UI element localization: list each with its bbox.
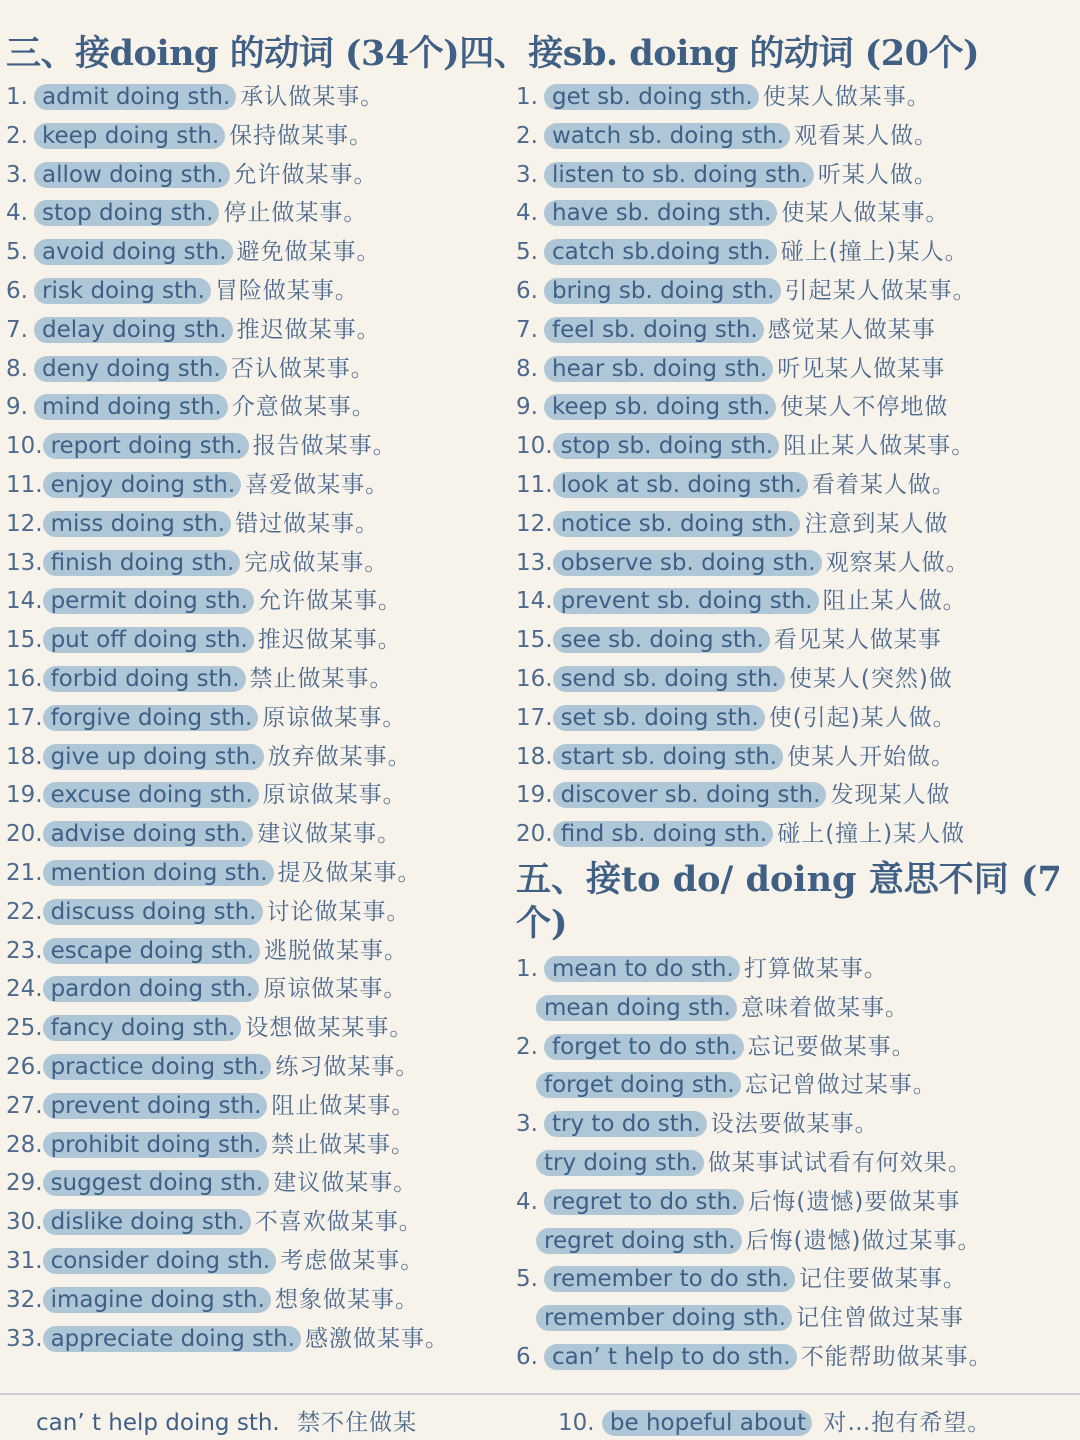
verb-phrase: listen to sb. doing sth. xyxy=(544,162,814,188)
list-item xyxy=(516,1299,1080,1338)
chinese-meaning: 记住要做某事。 xyxy=(798,1266,967,1293)
item-number: 17. xyxy=(6,704,43,731)
list-item xyxy=(6,1281,511,1320)
verb-phrase: pardon doing sth. xyxy=(43,976,260,1002)
chinese-meaning: 建议做某事。 xyxy=(273,1170,418,1197)
item-number: 4. xyxy=(6,200,28,227)
verb-phrase: allow doing sth. xyxy=(34,162,230,188)
verb-phrase: observe sb. doing sth. xyxy=(553,550,822,576)
chinese-meaning: 报告做某事。 xyxy=(252,433,397,460)
item-number: 1. xyxy=(6,84,28,110)
list-item xyxy=(6,893,511,932)
verb-phrase: remember doing sth. xyxy=(536,1305,792,1331)
list-item xyxy=(6,466,511,505)
verb-phrase: consider doing sth. xyxy=(43,1248,277,1274)
item-number: 1. xyxy=(516,955,538,982)
item-number: 15. xyxy=(6,627,43,654)
item-number: 12. xyxy=(6,510,43,537)
verb-phrase: set sb. doing sth. xyxy=(553,705,765,731)
chinese-meaning: 逃脱做某事。 xyxy=(263,937,408,964)
item-number: 6. xyxy=(516,277,538,304)
chinese-meaning: 听见某人做某事 xyxy=(777,355,946,382)
item-number: 32. xyxy=(6,1286,43,1313)
list-item xyxy=(516,1260,1080,1299)
list-item xyxy=(6,1048,511,1087)
chinese-meaning: 使某人做某事。 xyxy=(762,84,931,110)
chinese-meaning: 使(引起)某人做。 xyxy=(768,704,957,731)
verb-phrase: imagine doing sth. xyxy=(43,1287,271,1313)
list-item xyxy=(516,272,1080,311)
item-number: 24. xyxy=(6,976,43,1003)
list-item xyxy=(516,1028,1080,1067)
item-number: 5. xyxy=(6,239,28,266)
verb-phrase: hear sb. doing sth. xyxy=(544,356,773,382)
footer-phrase: can’ t help doing sth. xyxy=(36,1410,280,1436)
list-item xyxy=(6,854,511,893)
list-item xyxy=(6,272,511,311)
list-item xyxy=(6,815,511,854)
verb-phrase: admit doing sth. xyxy=(34,84,236,110)
chinese-meaning: 观察某人做。 xyxy=(825,549,970,576)
section-5-title-line2: 个) xyxy=(516,902,568,944)
list-item xyxy=(6,311,511,350)
item-number: 9. xyxy=(6,394,28,421)
item-number: 3. xyxy=(516,161,538,188)
chinese-meaning: 设法要做某事。 xyxy=(710,1111,879,1138)
list-item xyxy=(516,1222,1080,1261)
item-number: 14. xyxy=(6,588,43,615)
verb-phrase: escape doing sth. xyxy=(43,938,260,964)
item-number: 1. xyxy=(516,84,538,110)
item-number: 13. xyxy=(6,549,43,576)
list-item xyxy=(6,505,511,544)
chinese-meaning: 保持做某事。 xyxy=(229,122,374,149)
verb-phrase: send sb. doing sth. xyxy=(553,666,785,692)
chinese-meaning: 完成做某事。 xyxy=(244,549,389,576)
chinese-meaning: 原谅做某事。 xyxy=(262,704,407,731)
chinese-meaning: 忘记要做某事。 xyxy=(747,1033,916,1060)
verb-phrase: get sb. doing sth. xyxy=(544,84,759,110)
verb-phrase: regret doing sth. xyxy=(536,1228,742,1254)
item-number: 5. xyxy=(516,1266,538,1293)
chinese-meaning: 记住曾做过某事 xyxy=(796,1305,965,1332)
chinese-meaning: 不能帮助做某事。 xyxy=(800,1343,993,1370)
item-number: 33. xyxy=(6,1325,43,1352)
chinese-meaning: 考虑做某事。 xyxy=(280,1247,425,1274)
list-item xyxy=(6,1242,511,1281)
list-item xyxy=(516,738,1080,777)
verb-phrase: mean doing sth. xyxy=(536,995,737,1021)
verb-phrase: appreciate doing sth. xyxy=(43,1326,301,1352)
verb-phrase: put off doing sth. xyxy=(43,627,254,653)
chinese-meaning: 使某人不停地做 xyxy=(780,394,949,421)
footer-meaning: 禁不住做某 xyxy=(297,1410,418,1436)
chinese-meaning: 原谅做某事。 xyxy=(263,976,408,1003)
item-number: 30. xyxy=(6,1209,43,1236)
item-number: 10. xyxy=(6,433,43,460)
section-5-title-line1: 五、接to do/ doing 意思不同 (7 xyxy=(516,858,1062,900)
item-number: 21. xyxy=(6,859,43,886)
item-number: 31. xyxy=(6,1247,43,1274)
item-number: 18. xyxy=(6,743,43,770)
list-item xyxy=(516,117,1080,156)
list-item xyxy=(6,582,511,621)
chinese-meaning: 避免做某事。 xyxy=(236,239,381,266)
item-number: 19. xyxy=(516,782,553,809)
list-item xyxy=(6,1203,511,1242)
item-number: 25. xyxy=(6,1015,43,1042)
chinese-meaning: 原谅做某事。 xyxy=(262,782,407,809)
list-item xyxy=(516,1144,1080,1183)
list-item xyxy=(6,932,511,971)
verb-phrase: give up doing sth. xyxy=(43,744,264,770)
verb-phrase: find sb. doing sth. xyxy=(553,821,774,847)
verb-phrase: avoid doing sth. xyxy=(34,239,233,265)
verb-phrase: forget to do sth. xyxy=(544,1034,744,1060)
section-5-title xyxy=(516,858,1080,946)
chinese-meaning: 观看某人做。 xyxy=(794,122,939,149)
chinese-meaning: 阻止某人做。 xyxy=(822,588,967,615)
item-number: 5. xyxy=(516,239,538,266)
chinese-meaning: 练习做某事。 xyxy=(275,1053,420,1080)
item-number: 28. xyxy=(6,1131,43,1158)
list-item xyxy=(6,1320,511,1359)
chinese-meaning: 打算做某事。 xyxy=(743,955,888,982)
footer-right-num: 10. xyxy=(558,1410,595,1436)
item-number: 20. xyxy=(516,821,553,848)
item-number: 7. xyxy=(516,316,538,343)
item-number: 4. xyxy=(516,200,538,227)
list-item xyxy=(516,1066,1080,1105)
list-item xyxy=(516,78,1080,117)
chinese-meaning: 否认做某事。 xyxy=(230,355,375,382)
chinese-meaning: 禁止做某事。 xyxy=(249,665,394,692)
item-number: 23. xyxy=(6,937,43,964)
footer-partial-row xyxy=(36,1406,1080,1440)
list-item xyxy=(516,311,1080,350)
item-number: 15. xyxy=(516,627,553,654)
verb-phrase: suggest doing sth. xyxy=(43,1170,270,1196)
verb-phrase: discuss doing sth. xyxy=(43,899,263,925)
section-3-title: 三、接doing 的动词 (34个) xyxy=(6,33,460,74)
verb-phrase: mention doing sth. xyxy=(43,860,274,886)
verb-phrase: have sb. doing sth. xyxy=(544,200,777,226)
chinese-meaning: 做某事试试看有何效果。 xyxy=(707,1149,972,1176)
list-item xyxy=(516,505,1080,544)
chinese-meaning: 允许做某事。 xyxy=(257,588,402,615)
section-headers xyxy=(6,26,1080,76)
item-number: 8. xyxy=(516,355,538,382)
verb-phrase: enjoy doing sth. xyxy=(43,472,242,498)
item-number: 16. xyxy=(516,665,553,692)
chinese-meaning: 承认做某事。 xyxy=(240,84,385,110)
list-item xyxy=(6,621,511,660)
right-column xyxy=(516,78,1080,1377)
chinese-meaning: 不喜欢做某事。 xyxy=(254,1209,423,1236)
item-number: 22. xyxy=(6,898,43,925)
verb-phrase: fancy doing sth. xyxy=(43,1015,242,1041)
item-number: 20. xyxy=(6,821,43,848)
list-item xyxy=(516,621,1080,660)
chinese-meaning: 感激做某事。 xyxy=(305,1325,450,1352)
chinese-meaning: 引起某人做某事。 xyxy=(784,277,977,304)
verb-phrase: miss doing sth. xyxy=(43,511,232,537)
list-item xyxy=(6,544,511,583)
list-item xyxy=(516,660,1080,699)
list-item xyxy=(6,78,511,117)
chinese-meaning: 感觉某人做某事 xyxy=(767,316,936,343)
chinese-meaning: 介意做某事。 xyxy=(231,394,376,421)
verb-phrase: notice sb. doing sth. xyxy=(553,511,801,537)
chinese-meaning: 允许做某事。 xyxy=(233,161,378,188)
chinese-meaning: 喜爱做某事。 xyxy=(245,471,390,498)
verb-phrase: stop sb. doing sth. xyxy=(553,433,780,459)
item-number: 16. xyxy=(6,665,43,692)
list-item xyxy=(6,1126,511,1165)
footer-right-item xyxy=(558,1406,991,1440)
item-number: 3. xyxy=(516,1111,538,1138)
item-number: 17. xyxy=(516,704,553,731)
verb-phrase: feel sb. doing sth. xyxy=(544,317,764,343)
divider-line xyxy=(0,1393,1080,1395)
verb-phrase: forgive doing sth. xyxy=(43,705,259,731)
chinese-meaning: 禁止做某事。 xyxy=(270,1131,415,1158)
section-3-list xyxy=(6,78,511,1358)
item-number: 29. xyxy=(6,1170,43,1197)
chinese-meaning: 发现某人做 xyxy=(830,782,951,809)
verb-phrase: excuse doing sth. xyxy=(43,782,259,808)
verb-phrase: prohibit doing sth. xyxy=(43,1132,267,1158)
list-item xyxy=(516,815,1080,854)
verb-phrase: regret to do sth. xyxy=(544,1189,744,1215)
list-item xyxy=(6,427,511,466)
verb-phrase: catch sb.doing sth. xyxy=(544,239,777,265)
list-item xyxy=(516,350,1080,389)
chinese-meaning: 想象做某事。 xyxy=(274,1286,419,1313)
verb-phrase: prevent doing sth. xyxy=(43,1093,268,1119)
chinese-meaning: 推迟做某事。 xyxy=(236,316,381,343)
chinese-meaning: 使某人(突然)做 xyxy=(788,665,953,692)
item-number: 19. xyxy=(6,782,43,809)
verb-phrase: try doing sth. xyxy=(536,1150,704,1176)
verb-phrase: look at sb. doing sth. xyxy=(553,472,808,498)
verb-phrase: stop doing sth. xyxy=(34,200,219,226)
verb-phrase: start sb. doing sth. xyxy=(553,744,784,770)
verb-phrase: mind doing sth. xyxy=(34,394,228,420)
section-4-title: 四、接sb. doing 的动词 (20个) xyxy=(459,33,980,74)
chinese-meaning: 听某人做。 xyxy=(817,161,938,188)
list-item xyxy=(6,233,511,272)
chinese-meaning: 放弃做某事。 xyxy=(267,743,412,770)
list-item xyxy=(6,776,511,815)
list-item xyxy=(6,1009,511,1048)
list-item xyxy=(516,699,1080,738)
item-number: 11. xyxy=(516,471,553,498)
list-item xyxy=(6,1087,511,1126)
item-number: 18. xyxy=(516,743,553,770)
chinese-meaning: 设想做某某事。 xyxy=(245,1015,414,1042)
list-item xyxy=(516,427,1080,466)
list-item xyxy=(516,989,1080,1028)
footer-right-meaning: 对…抱有希望。 xyxy=(823,1410,992,1436)
list-item xyxy=(6,970,511,1009)
chinese-meaning: 停止做某事。 xyxy=(223,200,368,227)
list-item xyxy=(6,194,511,233)
chinese-meaning: 后悔(遗憾)要做某事 xyxy=(748,1188,961,1215)
verb-phrase: watch sb. doing sth. xyxy=(544,123,790,149)
item-number: 4. xyxy=(516,1188,538,1215)
list-item xyxy=(6,660,511,699)
item-number: 13. xyxy=(516,549,553,576)
item-number: 10. xyxy=(516,433,553,460)
verb-phrase: report doing sth. xyxy=(43,433,249,459)
chinese-meaning: 冒险做某事。 xyxy=(214,277,359,304)
list-item xyxy=(6,699,511,738)
list-item xyxy=(516,544,1080,583)
verb-phrase: finish doing sth. xyxy=(43,550,241,576)
list-item xyxy=(6,738,511,777)
verb-phrase: risk doing sth. xyxy=(34,278,211,304)
list-item xyxy=(516,466,1080,505)
item-number: 14. xyxy=(516,588,553,615)
item-number: 2. xyxy=(516,122,538,149)
chinese-meaning: 使某人做某事。 xyxy=(781,200,950,227)
verb-phrase: advise doing sth. xyxy=(43,821,254,847)
list-item xyxy=(516,950,1080,989)
chinese-meaning: 使某人开始做。 xyxy=(787,743,956,770)
list-item xyxy=(6,350,511,389)
verb-phrase: try to do sth. xyxy=(544,1111,707,1137)
verb-phrase: forbid doing sth. xyxy=(43,666,246,692)
verb-phrase: permit doing sth. xyxy=(43,588,254,614)
list-item xyxy=(6,388,511,427)
item-number: 6. xyxy=(6,277,28,304)
verb-phrase: forget doing sth. xyxy=(536,1072,741,1098)
verb-phrase: discover sb. doing sth. xyxy=(553,782,827,808)
list-item xyxy=(516,1338,1080,1377)
chinese-meaning: 碰上(撞上)某人。 xyxy=(780,239,969,266)
verb-phrase: delay doing sth. xyxy=(34,317,233,343)
verb-phrase: can’ t help to do sth. xyxy=(544,1344,797,1370)
list-item xyxy=(516,233,1080,272)
list-item xyxy=(516,194,1080,233)
verb-phrase: keep doing sth. xyxy=(34,123,225,149)
list-item xyxy=(516,1183,1080,1222)
verb-phrase: mean to do sth. xyxy=(544,956,740,982)
item-number: 2. xyxy=(516,1033,538,1060)
item-number: 7. xyxy=(6,316,28,343)
chinese-meaning: 意味着做某事。 xyxy=(740,994,909,1021)
list-item xyxy=(6,156,511,195)
chinese-meaning: 碰上(撞上)某人做 xyxy=(777,821,966,848)
chinese-meaning: 错过做某事。 xyxy=(235,510,380,537)
verb-phrase: keep sb. doing sth. xyxy=(544,394,776,420)
chinese-meaning: 注意到某人做 xyxy=(804,510,949,537)
verb-phrase: practice doing sth. xyxy=(43,1054,272,1080)
chinese-meaning: 忘记曾做过某事。 xyxy=(744,1072,937,1099)
verb-phrase: bring sb. doing sth. xyxy=(544,278,781,304)
verb-phrase: prevent sb. doing sth. xyxy=(553,588,819,614)
footer-right-phrase: be hopeful about xyxy=(602,1410,812,1436)
list-item xyxy=(516,1105,1080,1144)
chinese-meaning: 后悔(遗憾)做过某事。 xyxy=(745,1227,982,1254)
section-5-list xyxy=(516,950,1080,1377)
list-item xyxy=(516,156,1080,195)
item-number: 2. xyxy=(6,122,28,149)
verb-phrase: deny doing sth. xyxy=(34,356,227,382)
list-item xyxy=(6,117,511,156)
chinese-meaning: 讨论做某事。 xyxy=(266,898,411,925)
item-number: 3. xyxy=(6,161,28,188)
item-number: 12. xyxy=(516,510,553,537)
list-item xyxy=(516,776,1080,815)
item-number: 6. xyxy=(516,1343,538,1370)
item-number: 27. xyxy=(6,1092,43,1119)
chinese-meaning: 建议做某事。 xyxy=(257,821,402,848)
verb-phrase: remember to do sth. xyxy=(544,1266,795,1292)
item-number: 26. xyxy=(6,1053,43,1080)
chinese-meaning: 看着某人做。 xyxy=(811,471,956,498)
chinese-meaning: 提及做某事。 xyxy=(277,859,422,886)
item-number: 9. xyxy=(516,394,538,421)
item-number: 11. xyxy=(6,471,43,498)
section-4-list xyxy=(516,78,1080,854)
list-item xyxy=(516,582,1080,621)
verb-phrase: dislike doing sth. xyxy=(43,1209,251,1235)
chinese-meaning: 看见某人做某事 xyxy=(773,627,942,654)
list-item xyxy=(6,1164,511,1203)
verb-phrase: see sb. doing sth. xyxy=(553,627,770,653)
chinese-meaning: 阻止做某事。 xyxy=(271,1092,416,1119)
item-number: 8. xyxy=(6,355,28,382)
chinese-meaning: 推迟做某事。 xyxy=(257,627,402,654)
list-item xyxy=(516,388,1080,427)
chinese-meaning: 阻止某人做某事。 xyxy=(783,433,976,460)
